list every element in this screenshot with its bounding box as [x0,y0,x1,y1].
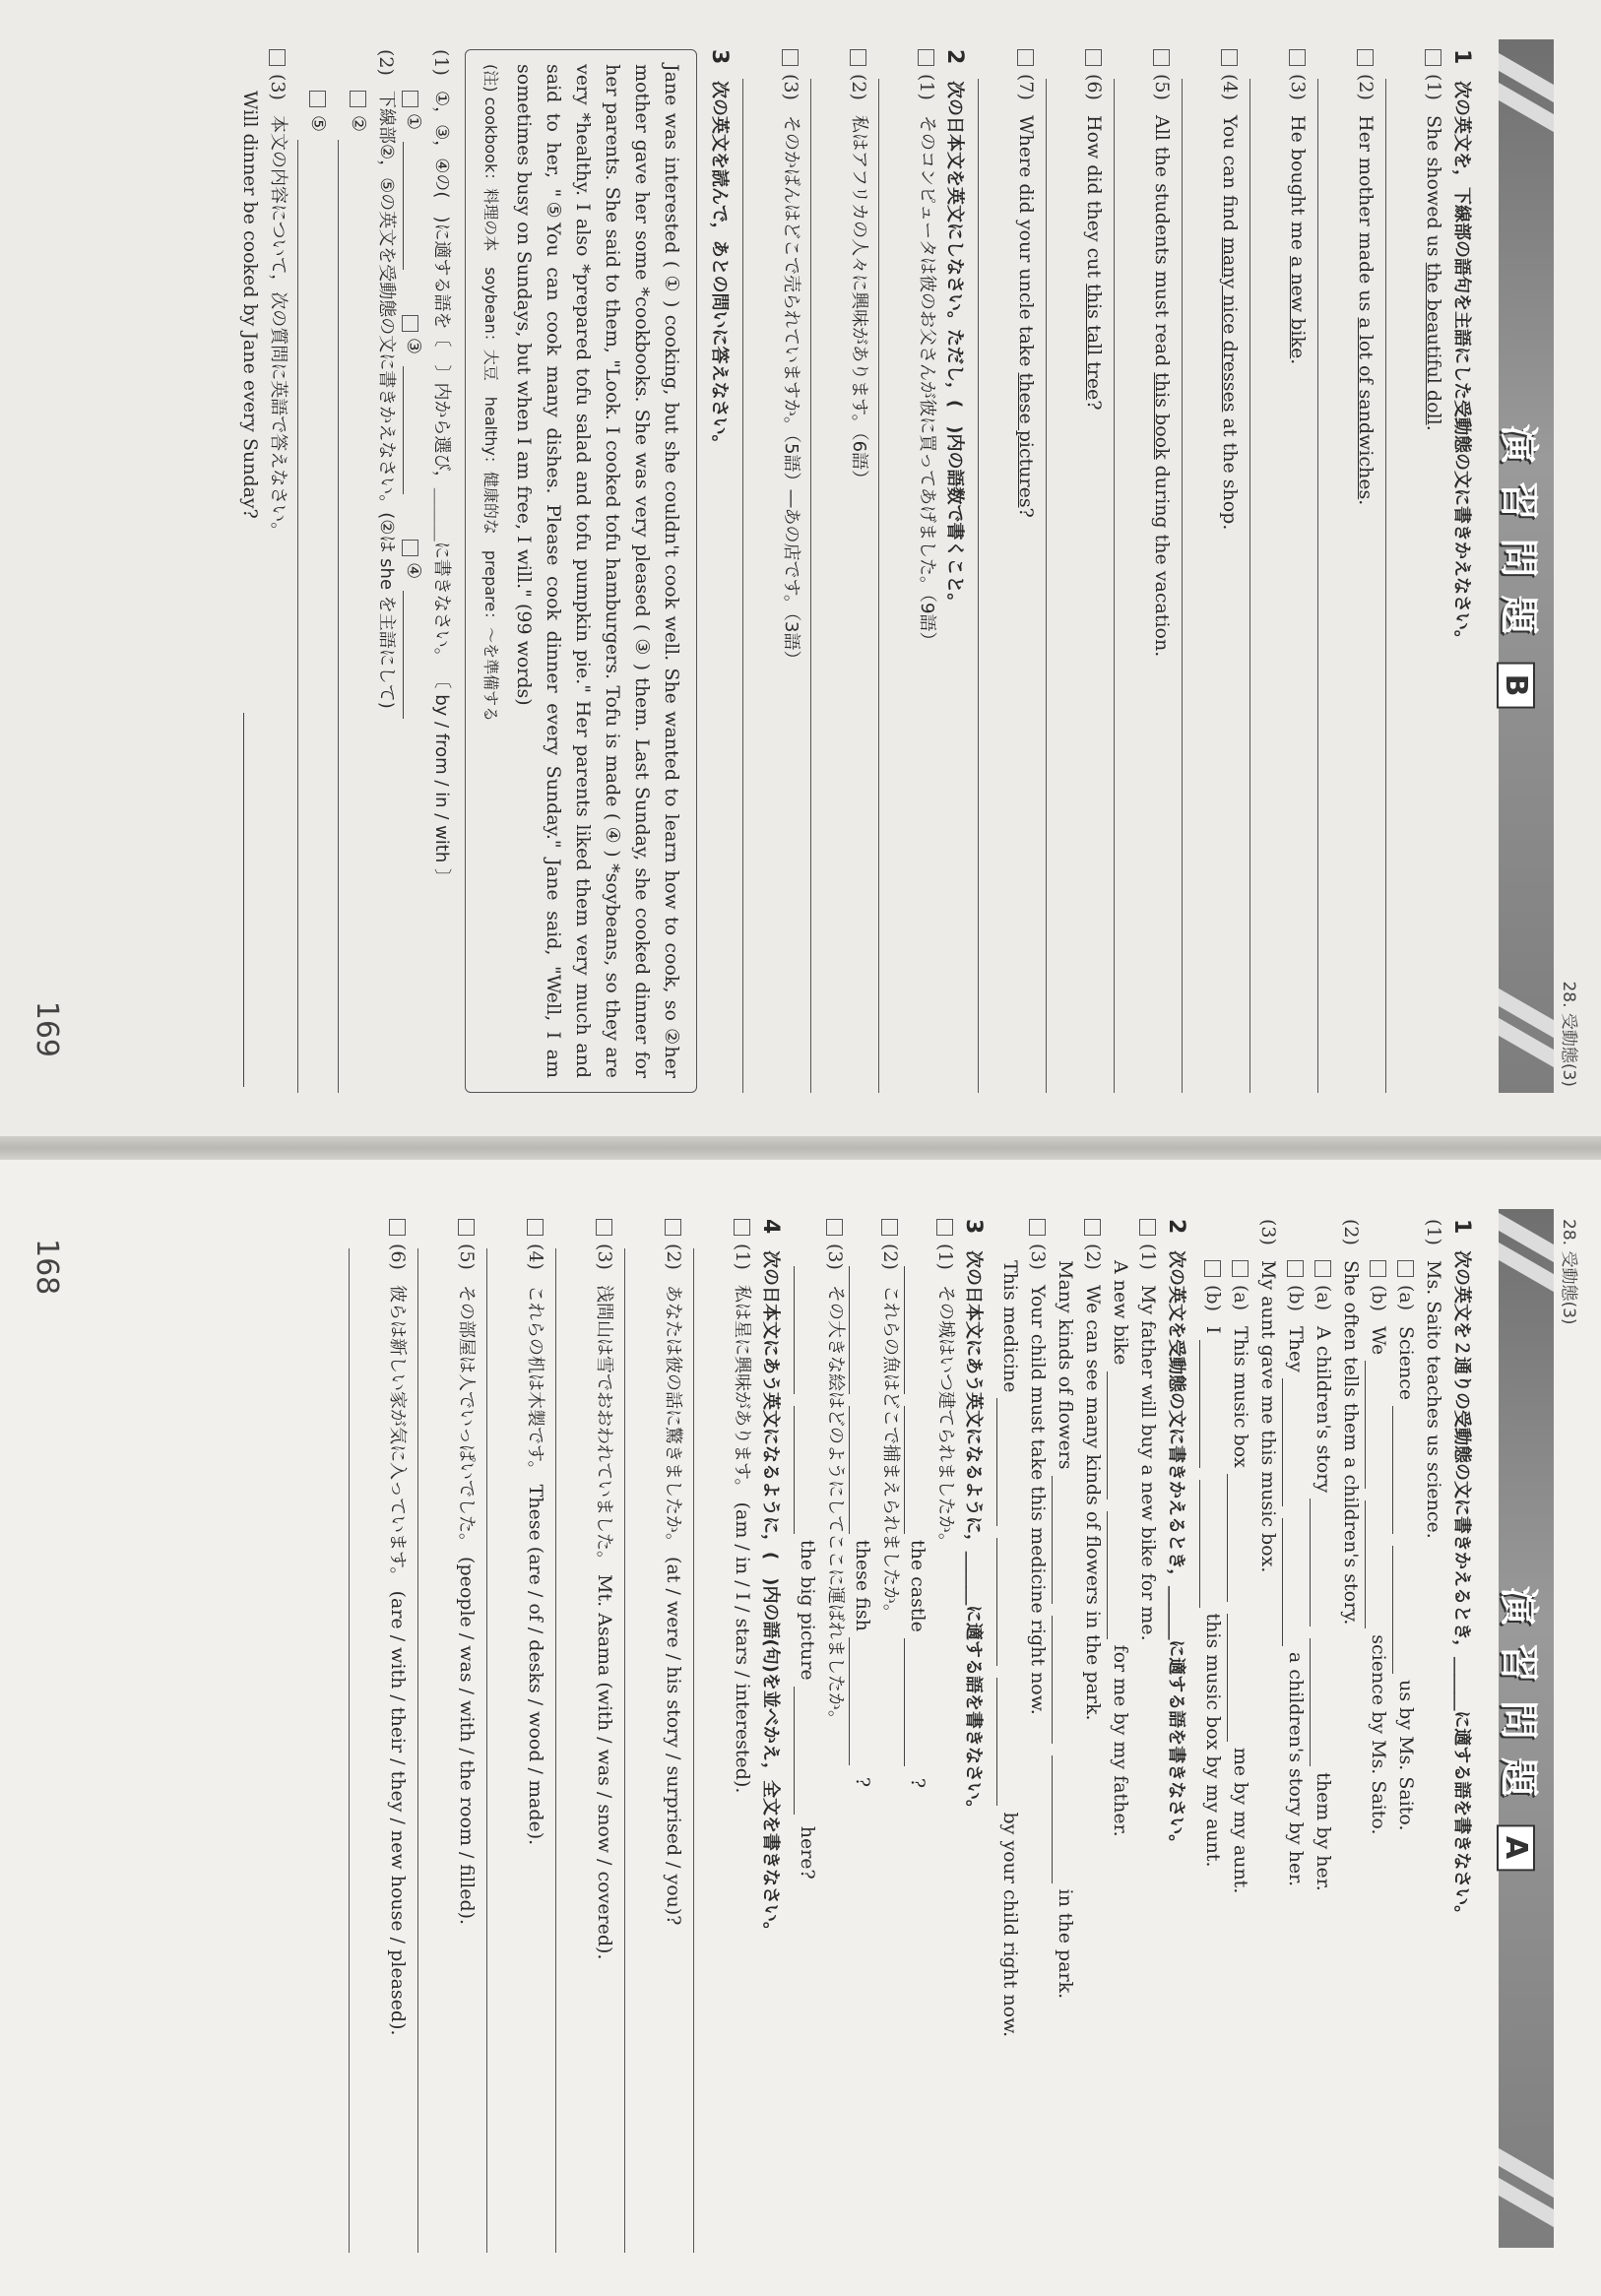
page-number: 169 [30,1000,64,1057]
checkbox[interactable] [936,1219,953,1236]
question-text: He bought me a new bike. [1287,115,1309,365]
banner-title: 演習問題B [1494,424,1550,709]
section-instruction: 次の日本文にあう英文になるように，＿＿＿に適する語を書きなさい。 [963,1250,984,1818]
reading-passage [465,49,697,1093]
answer-blank[interactable] [904,1406,925,1534]
answer-blank[interactable] [1310,1499,1330,1626]
answer-line[interactable] [1182,79,1216,1093]
underlined-phrase: this book [1151,372,1173,460]
checkbox[interactable] [1287,1260,1304,1277]
answer-blank[interactable] [1052,1755,1072,1883]
question-item [1148,49,1176,1093]
answer-blank[interactable] [1282,1378,1303,1506]
answer-line[interactable] [1317,79,1352,1093]
section-number: 3 [707,49,732,65]
question-item: (1) Ms. Saito teaches us science. [1423,1219,1444,1539]
checkbox[interactable] [881,1219,898,1236]
checkbox[interactable] [1017,49,1034,66]
answer-blank[interactable] [1199,1480,1220,1608]
banner-title: 演習問題A [1494,1586,1550,1871]
question-item: (b) Ithis music box by my aunt. [1199,1260,1227,2253]
answer-blank[interactable] [1052,1476,1072,1604]
checkbox[interactable] [309,91,326,107]
checkbox[interactable] [1357,49,1374,66]
underlined-phrase: a new bike [1287,256,1309,359]
page-169 [0,0,1601,1136]
question-item [777,49,804,1093]
question-item: (a) A children's storythem by her. [1310,1260,1337,2253]
question-item: (a) This music boxme by my aunt. [1227,1260,1254,2253]
answer-line[interactable] [878,79,913,1093]
answer-blank[interactable] [1310,1638,1330,1766]
answer-blank[interactable] [404,591,424,719]
question-item [264,49,291,1093]
answer-blank[interactable] [849,1637,869,1765]
question-item: (1) My father will buy a new bike for me. [1134,1219,1162,2253]
checkbox[interactable] [527,1219,544,1236]
section-instruction: 次の英文を受動態の文に書きかえるとき，＿＿＿に適する語を書きなさい。 [1166,1250,1186,1853]
question-item [913,49,940,1093]
checkbox[interactable] [782,49,799,66]
answer-line[interactable] [1385,79,1420,1093]
question-item: (2) We can see many kinds of flowers in the park. [1079,1219,1107,2253]
section-number: 2 [942,49,967,65]
checkbox[interactable] [1139,1219,1156,1236]
checkbox[interactable] [1370,1260,1386,1277]
answer-row: these fish ? [849,1260,876,2253]
checkbox[interactable] [1153,49,1170,66]
answer-blank[interactable] [904,1638,925,1766]
question-item [1216,49,1244,1093]
question-text: Her mother made us a lot of sandwiches. [1355,115,1377,506]
checkbox[interactable] [918,49,934,66]
checkbox[interactable] [734,1219,750,1236]
question-label: (2) [848,74,869,100]
answer-line[interactable] [1114,79,1148,1093]
answer-blank[interactable] [794,1406,814,1534]
answer-blank[interactable] [1392,1546,1413,1674]
left-content [343,1219,1485,2253]
section-instruction: 次の日本文を英文にしなさい。ただし，( )内の語数で書くこと。 [944,81,965,611]
question-text: She showed us the beautiful doll. [1423,115,1444,431]
checkbox[interactable] [403,315,419,332]
section-instruction: 次の英文を読んで，あとの問いに答えなさい。 [709,81,730,453]
section-b2 [742,49,968,1093]
checkbox[interactable] [596,1219,612,1236]
answer-blank[interactable] [849,1406,869,1534]
slot-row: ① ③ ④ [400,91,427,1093]
checkbox[interactable] [1204,1260,1221,1277]
checkbox[interactable] [350,91,366,107]
question-text: そのコンピュータは彼のお父さんが彼に買ってあげました。（9語） [917,115,937,650]
question-item: (4) これらの机は木製です。 These (are / of / desks / wood / made). [521,1219,549,2253]
checkbox[interactable] [269,49,286,66]
answer-blank[interactable] [1282,1518,1303,1646]
checkbox[interactable] [1084,1219,1101,1236]
answer-blank[interactable] [1107,1371,1127,1499]
checkbox[interactable] [403,91,419,107]
question-item [1352,49,1379,1093]
section-instruction: 次の日本文にあう英文になるように，( )内の語(句)を並べかえ，全文を書きなさい。 [760,1250,781,1940]
vocab-note: (注) cookbook：料理の本 soybean：大豆 healthy：健康的な prepare：～を準備する [481,64,500,723]
question-item [236,91,264,1093]
answer-line[interactable] [978,79,1012,1093]
answer-blank[interactable] [1227,1614,1248,1742]
section-number: 3 [961,1219,986,1235]
question-item: (5) その部屋は人でいっぱいでした。 (people / was / with / the room / filled). [452,1219,480,2253]
question-label: (6) [1083,74,1105,100]
answer-blank[interactable] [404,366,424,494]
question-item: (1) その城はいつ建てられましたか。 [931,1219,959,2253]
question-item: (2) これらの魚はどこで捕まえられましたか。 [876,1219,904,2253]
running-head: 28. 受動態(3) [1559,1219,1578,1325]
choices: 〔 by / from / in / with 〕 [431,670,452,886]
question-text: 私はアフリカの人々に興味があります。（6語） [849,115,869,488]
checkbox[interactable] [1289,49,1306,66]
question-text: 本文の内容について，次の質問に英語で答えなさい。 [268,115,288,541]
checkbox[interactable] [665,1219,681,1236]
answer-line[interactable] [297,140,332,1093]
question-item: (6) 彼らは新しい家が気に入っています。 (are / with / their / they / new house / pleased). [383,1219,412,2253]
question-label: (3) [267,74,288,100]
answer-blank[interactable] [404,142,424,270]
question-item [845,49,872,1093]
question-item: (2) あなたは彼の話に驚きましたか。 (at / were / his story / surprised / you)? [659,1219,687,2253]
answer-blank[interactable] [1392,1406,1413,1534]
question-label: (5) [1151,74,1173,100]
running-head: 28. 受動態(3) [1559,981,1578,1087]
question-item: (1) 私は星に興味があります。 (am / in / I / stars / interested). [728,1219,756,2253]
checkbox[interactable] [1425,49,1441,66]
question-item [1012,49,1040,1093]
question-label: (4) [1219,74,1241,100]
question-label: (2) [1355,74,1377,100]
checkbox[interactable] [850,49,866,66]
question-text: 下線部②，⑤の英文を受動態の文に書きかえなさい。(②は she を主語にして) [376,91,397,709]
question-item: (3) 浅間山は雪でおおわれていました。 Mt. Asama (with / was / snow / covered). [590,1219,618,2253]
answer-row: the castle ? [904,1260,931,2253]
underlined-phrase: many nice dresses [1219,236,1241,413]
answer-blank[interactable] [849,1266,869,1394]
page-number: 168 [30,1239,64,1296]
question-item: (3) その大きな絵はどのようにしてここに運ばれましたか。 [821,1219,849,2253]
question-text: ①，③，④の( )に適する語を〔 〕内から選び，＿＿＿に書きなさい。 〔 by / from / in / with 〕 [431,91,452,886]
checkbox[interactable] [389,1219,406,1236]
answer-blank[interactable] [996,1678,1017,1806]
question-item [1420,49,1447,1093]
question-item: ② [332,91,372,1093]
question-text: You can find many nice dresses at the shop. [1219,115,1241,531]
checkbox[interactable] [1232,1260,1249,1277]
section-number: 4 [758,1219,783,1235]
answer-row: This medicineby your child right now. [996,1260,1024,2253]
underlined-phrase: these pictures [1015,372,1037,508]
answer-blank[interactable] [243,713,264,1087]
answer-blank[interactable] [1107,1511,1127,1639]
right-content [236,49,1485,1093]
checkbox[interactable] [458,1219,475,1236]
question-label: (1) [916,74,937,100]
passage-text: Jane was interested ( ① ) cooking, but she couldn't cook well. She wanted to learn how to cook, so ②her mother gave her some *cookbooks. She was very pleased ( ③ ) them. Last Sunday, she cooked dinner for her parents. She said to them, "Look. I cooked tofu hamburgers. Tofu is made ( ④ ) *soybeans, so they are very *healthy. I also *prepared tofu salad and tofu pumpkin pie." Her parents liked them very much and said to her, "⑤You can cook many dishes. Please cook dinner every Sunday." Jane said, "Well, I am sometimes busy on Sundays, but when I am free, I will." (99 words) [513,64,682,1078]
question-item [1080,49,1108,1093]
section-number: 1 [1449,49,1474,65]
section-number: 1 [1449,1219,1474,1235]
banner-letter: B [1498,663,1536,709]
answer-blank[interactable] [1199,1340,1220,1468]
answer-blank[interactable] [794,1687,814,1815]
banner-b [1496,39,1554,1093]
page-168 [0,1160,1601,2296]
underlined-phrase: the beautiful doll [1423,262,1444,425]
question-text: All the students must read this book during the vacation. [1151,115,1173,658]
answer-row: Many kinds of flowersin the park. [1052,1260,1079,2253]
answer-line[interactable] [742,79,777,1093]
checkbox[interactable] [1085,49,1102,66]
question-item [1284,49,1312,1093]
question-item: (a) Scienceus by Ms. Saito. [1392,1260,1420,2253]
underlined-phrase: this tall tree [1083,284,1105,401]
section-number: 2 [1164,1219,1188,1235]
answer-line[interactable] [349,1248,383,2253]
answer-blank[interactable] [1365,1361,1385,1489]
checkbox[interactable] [826,1219,843,1236]
question-item: (2) She often tells them a children's story. [1340,1219,1362,1626]
checkbox[interactable] [403,540,419,556]
question-label: (1) [1423,74,1444,100]
question-text: Will dinner be cooked by Jane every Sunday? [239,91,261,519]
answer-blank[interactable] [1365,1500,1385,1628]
answer-line[interactable] [486,1248,521,2253]
answer-blank[interactable] [794,1266,814,1394]
checkbox[interactable] [1397,1260,1414,1277]
question-text: How did they cut this tall tree? [1083,115,1105,411]
question-item: (b) Wescience by Ms. Saito. [1365,1260,1392,2253]
question-label: (3) [1287,74,1309,100]
answer-blank[interactable] [1052,1616,1072,1744]
answer-line[interactable] [624,1248,659,2253]
question-item: ⑤ [291,91,332,1093]
question-item [372,49,400,1093]
answer-line[interactable] [1249,79,1284,1093]
answer-blank[interactable] [996,1398,1017,1526]
question-label: (1) [430,49,452,76]
answer-blank[interactable] [1227,1474,1248,1602]
question-text: Where did your uncle take these pictures? [1015,115,1037,518]
answer-line[interactable] [338,140,372,1093]
answer-blank[interactable] [904,1266,925,1394]
answer-line[interactable] [555,1248,590,2253]
answer-line[interactable] [810,79,845,1093]
section-a4 [349,1219,784,2253]
banner-letter: A [1498,1824,1536,1871]
section-a1 [1199,1219,1475,2253]
section-instruction: 次の英文を２通りの受動態の文に書きかえるとき，＿＿＿に適する語を書きなさい。 [1451,1250,1472,1924]
answer-row: the big picture here? [794,1260,821,2253]
question-item: (3) My aunt gave me this music box. [1257,1219,1279,1573]
question-item: (b) Theya children's story by her. [1282,1260,1310,2253]
checkbox[interactable] [1314,1260,1331,1277]
section-b3 [236,49,733,1093]
question-label: (2) [375,49,397,76]
book-spine [0,1136,1601,1160]
answer-row: A new bikefor me by my father. [1107,1260,1134,2253]
banner-a [1496,1209,1554,2248]
question-text: そのかばんはどこで売られていますか。（5語）―あの店です。（3語） [781,115,801,669]
section-instruction: 次の英文を，下線部の語句を主語にした受動態の文に書きかえなさい。 [1451,81,1472,648]
checkbox[interactable] [1029,1219,1046,1236]
answer-line[interactable] [417,1248,452,2253]
answer-blank[interactable] [996,1538,1017,1666]
underlined-phrase: a lot of sandwiches [1355,317,1377,500]
question-item: (3) Your child must take this medicine right now. [1024,1219,1052,2253]
answer-line[interactable] [1046,79,1080,1093]
checkbox[interactable] [1221,49,1238,66]
section-a2 [996,1219,1189,2253]
section-b1 [978,49,1475,1093]
section-a3 [794,1219,987,2253]
answer-line[interactable] [693,1248,728,2253]
question-label: (7) [1015,74,1037,100]
question-item [427,49,455,1093]
question-label: (3) [780,74,801,100]
